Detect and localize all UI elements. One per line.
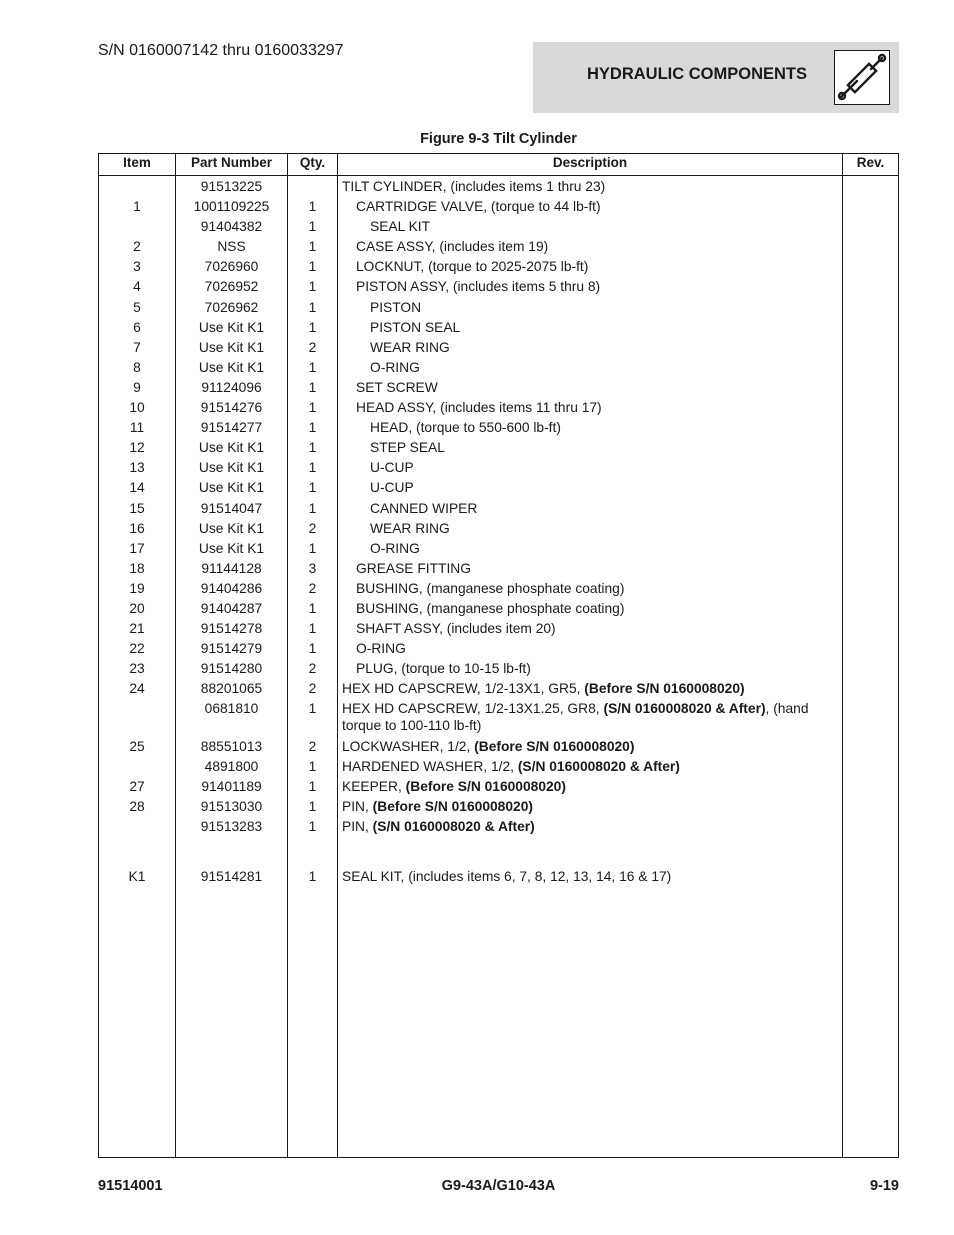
quantity: 1 <box>308 621 317 637</box>
table-row <box>99 218 898 235</box>
description-text: LOCKNUT, (torque to 2025-2075 lb-ft) <box>356 259 589 275</box>
quantity: 1 <box>308 219 317 235</box>
quantity: 3 <box>308 560 317 576</box>
item-number: 21 <box>129 621 145 637</box>
column-header-rev: Rev. <box>856 155 885 170</box>
table-row <box>99 540 898 557</box>
item-number: 12 <box>129 440 145 456</box>
table-row <box>99 520 898 537</box>
description <box>342 798 838 815</box>
item-number: 10 <box>129 400 145 416</box>
description <box>342 660 852 677</box>
part-number: Use Kit K1 <box>198 540 265 556</box>
description <box>342 459 866 476</box>
table-body <box>99 178 898 888</box>
quantity: 1 <box>308 400 317 416</box>
table-row <box>99 278 898 295</box>
description-text: PLUG, (torque to 10-15 lb-ft) <box>356 661 531 677</box>
item-number: 9 <box>133 379 141 395</box>
quantity: 1 <box>308 798 317 814</box>
description <box>342 738 838 755</box>
serial-note: (Before S/N 0160008020) <box>405 778 566 794</box>
table-row <box>99 868 898 885</box>
table-row <box>99 299 898 316</box>
table-row <box>99 640 898 657</box>
quantity: 2 <box>308 339 317 355</box>
description-text: O-RING <box>370 359 420 375</box>
table-row <box>99 778 898 795</box>
description-text: HEAD ASSY, (includes items 11 thru 17) <box>356 400 602 416</box>
description <box>342 778 838 795</box>
section-header <box>533 42 899 113</box>
table-row <box>99 600 898 617</box>
item-number: 24 <box>129 681 145 697</box>
item-number: 11 <box>129 420 145 436</box>
item-number: 28 <box>129 798 145 814</box>
description-text: HEX HD CAPSCREW, 1/2-13X1.25, GR8, <box>342 701 604 717</box>
description <box>342 500 866 517</box>
part-number: 91514278 <box>200 621 263 637</box>
part-number: 91124096 <box>201 379 262 395</box>
part-number: Use Kit K1 <box>198 480 265 496</box>
description-text: PIN, <box>342 818 373 834</box>
part-number: 88201065 <box>200 681 263 697</box>
serial-range: S/N 0160007142 thru 0160033297 <box>98 42 344 59</box>
quantity: 1 <box>308 778 317 794</box>
item-number: 25 <box>129 738 145 754</box>
table-row <box>99 798 898 815</box>
item-number: 17 <box>129 540 145 556</box>
description-text: SHAFT ASSY, (includes item 20) <box>356 621 556 637</box>
table-row <box>99 238 898 255</box>
table-row <box>99 379 898 396</box>
table-row <box>99 660 898 677</box>
description-text: KEEPER, <box>342 778 406 794</box>
quantity: 1 <box>308 440 317 456</box>
description-text: SET SCREW <box>356 379 438 395</box>
table-row <box>99 339 898 356</box>
description-text: LOCKWASHER, 1/2, <box>342 738 475 754</box>
part-number: 4891800 <box>204 758 259 774</box>
item-number: 20 <box>129 600 145 616</box>
description-text: SEAL KIT <box>370 219 431 235</box>
item-number: 6 <box>133 319 141 335</box>
quantity: 1 <box>308 701 317 717</box>
part-number: 91404286 <box>200 580 263 596</box>
table-row <box>99 319 898 336</box>
description-text: STEP SEAL <box>370 440 445 456</box>
item-number: K1 <box>128 869 146 884</box>
description <box>342 278 852 295</box>
description-text: BUSHING, (manganese phosphate coating) <box>356 580 625 596</box>
part-number: 91514277 <box>200 420 263 436</box>
description-text: SEAL KIT, (includes items 6, 7, 8, 12, 13, 14, 16 & 17) <box>342 869 672 884</box>
table-row <box>99 439 898 456</box>
table-row <box>99 198 898 215</box>
part-number: 91514280 <box>200 661 263 677</box>
part-number: 91404382 <box>200 219 263 235</box>
part-number: NSS <box>217 239 246 255</box>
table-row <box>99 838 898 853</box>
table-row <box>99 560 898 577</box>
item-number: 8 <box>133 359 141 375</box>
description <box>342 758 838 775</box>
description-text: O-RING <box>356 641 406 657</box>
part-number: 7026952 <box>204 279 259 295</box>
table-row <box>99 359 898 376</box>
description <box>342 258 852 275</box>
quantity: 1 <box>308 319 317 335</box>
description <box>342 700 838 734</box>
hydraulic-cylinder-icon <box>834 50 890 105</box>
quantity: 2 <box>308 520 317 536</box>
description <box>342 359 866 376</box>
item-number: 18 <box>129 560 145 576</box>
description-text: PISTON SEAL <box>370 319 461 335</box>
item-number: 7 <box>133 339 141 355</box>
table-row <box>99 700 898 734</box>
part-number: Use Kit K1 <box>198 359 265 375</box>
description <box>342 399 852 416</box>
description <box>342 178 838 195</box>
description <box>342 540 866 557</box>
description-text: PISTON <box>370 299 422 315</box>
figure-title: Figure 9-3 Tilt Cylinder <box>420 131 577 147</box>
part-number: 7026960 <box>204 259 259 275</box>
description-text: HARDENED WASHER, 1/2, <box>342 758 518 774</box>
part-number: 91144128 <box>201 560 262 576</box>
table-row <box>99 853 898 868</box>
item-number: 19 <box>129 580 145 596</box>
quantity: 1 <box>308 818 317 834</box>
parts-table <box>98 153 899 1158</box>
description-text: PISTON ASSY, (includes items 5 thru 8) <box>356 279 601 295</box>
description-text: TILT CYLINDER, (includes items 1 thru 23) <box>342 179 606 194</box>
serial-note: (S/N 0160008020 & After) <box>603 701 766 717</box>
description-text: WEAR RING <box>370 339 450 355</box>
description-text: U-CUP <box>370 480 414 496</box>
description <box>342 580 852 597</box>
description-text: U-CUP <box>370 460 414 476</box>
serial-note: (Before S/N 0160008020) <box>474 738 635 754</box>
description-text: GREASE FITTING <box>356 560 471 576</box>
page-number: 9-19 <box>869 1178 899 1194</box>
description <box>342 299 866 316</box>
item-number: 14 <box>129 480 145 496</box>
description <box>342 218 866 235</box>
quantity: 1 <box>308 600 317 616</box>
item-number: 4 <box>133 279 141 295</box>
quantity: 1 <box>308 199 317 215</box>
item-number: 27 <box>129 778 145 794</box>
part-number: 91404287 <box>200 600 263 616</box>
part-number: 91513030 <box>200 798 263 814</box>
part-number: 91514276 <box>200 400 263 416</box>
item-number: 16 <box>129 520 145 536</box>
item-number: 22 <box>129 641 145 657</box>
quantity: 1 <box>308 259 317 275</box>
description <box>342 238 852 255</box>
table-row <box>99 479 898 496</box>
description-tail: , (hand torque to 100-110 lb-ft) <box>342 701 809 734</box>
quantity: 1 <box>308 299 317 315</box>
part-number: 91401189 <box>201 778 262 794</box>
quantity: 1 <box>308 460 317 476</box>
description <box>342 680 838 697</box>
item-number: 3 <box>133 259 141 275</box>
description <box>342 560 852 577</box>
column-header-item: Item <box>123 155 151 170</box>
description-text: HEX HD CAPSCREW, 1/2-13X1, GR5, <box>342 681 585 697</box>
quantity: 1 <box>308 869 317 884</box>
column-header-part-number: Part Number <box>190 155 273 170</box>
part-number: Use Kit K1 <box>198 319 265 335</box>
quantity: 1 <box>308 379 317 395</box>
table-row <box>99 258 898 275</box>
description <box>342 620 852 637</box>
item-number: 13 <box>129 460 145 476</box>
part-number: 88551013 <box>200 738 263 754</box>
table-row <box>99 818 898 835</box>
table-row <box>99 620 898 637</box>
description <box>342 868 838 885</box>
quantity: 1 <box>308 758 317 774</box>
description <box>342 419 866 436</box>
part-number: Use Kit K1 <box>198 520 265 536</box>
part-number: 1001109225 <box>193 199 270 215</box>
quantity: 1 <box>308 540 317 556</box>
column-header-description: Description <box>552 155 628 170</box>
quantity: 1 <box>308 239 317 255</box>
part-number: 91514279 <box>200 641 263 657</box>
item-number: 15 <box>129 500 145 516</box>
table-row <box>99 758 898 775</box>
part-number: Use Kit K1 <box>198 339 265 355</box>
description-text: BUSHING, (manganese phosphate coating) <box>356 600 625 616</box>
part-number: 0681810 <box>204 701 259 717</box>
description <box>342 439 866 456</box>
part-number: 7026962 <box>204 299 259 315</box>
item-number: 5 <box>133 299 141 315</box>
description <box>342 479 866 496</box>
description <box>342 600 852 617</box>
description <box>342 379 852 396</box>
part-number: Use Kit K1 <box>198 440 265 456</box>
item-number: 23 <box>129 661 145 677</box>
serial-note: (Before S/N 0160008020) <box>372 798 533 814</box>
description <box>342 520 866 537</box>
section-title: HYDRAULIC COMPONENTS <box>587 65 808 83</box>
description-text: CASE ASSY, (includes item 19) <box>356 239 549 255</box>
description <box>342 319 866 336</box>
serial-note: (Before S/N 0160008020) <box>584 681 745 697</box>
description <box>342 818 838 835</box>
quantity: 1 <box>308 359 317 375</box>
description-text: WEAR RING <box>370 520 450 536</box>
table-row <box>99 419 898 436</box>
description-text: O-RING <box>370 540 420 556</box>
part-number: 91513283 <box>200 818 263 834</box>
description-text: CARTRIDGE VALVE, (torque to 44 lb-ft) <box>356 199 601 215</box>
serial-note: (S/N 0160008020 & After) <box>517 758 680 774</box>
table-row <box>99 399 898 416</box>
description-text: CANNED WIPER <box>370 500 478 516</box>
description-text: HEAD, (torque to 550-600 lb-ft) <box>370 420 561 436</box>
quantity: 2 <box>308 681 317 697</box>
part-number: 91514047 <box>200 500 263 516</box>
quantity: 2 <box>308 661 317 677</box>
description-text: PIN, <box>342 798 373 814</box>
part-number: Use Kit K1 <box>198 460 265 476</box>
description <box>342 339 866 356</box>
description <box>342 198 852 215</box>
serial-note: (S/N 0160008020 & After) <box>372 818 535 834</box>
table-row <box>99 680 898 697</box>
table-row <box>99 459 898 476</box>
column-header-qty: Qty. <box>299 155 326 170</box>
quantity: 1 <box>308 279 317 295</box>
doc-number: 91514001 <box>98 1178 163 1194</box>
item-number: 1 <box>133 199 141 215</box>
quantity: 2 <box>308 580 317 596</box>
quantity: 2 <box>308 738 317 754</box>
description <box>342 640 852 657</box>
quantity: 1 <box>308 641 317 657</box>
part-number: 91513225 <box>200 179 263 194</box>
item-number: 2 <box>133 239 141 255</box>
table-row <box>99 500 898 517</box>
model-number: G9-43A/G10-43A <box>441 1178 556 1194</box>
table-row <box>99 738 898 755</box>
table-row <box>99 580 898 597</box>
quantity: 1 <box>308 480 317 496</box>
table-row <box>99 178 898 195</box>
quantity: 1 <box>308 420 317 436</box>
quantity: 1 <box>308 500 317 516</box>
part-number: 91514281 <box>200 869 263 884</box>
